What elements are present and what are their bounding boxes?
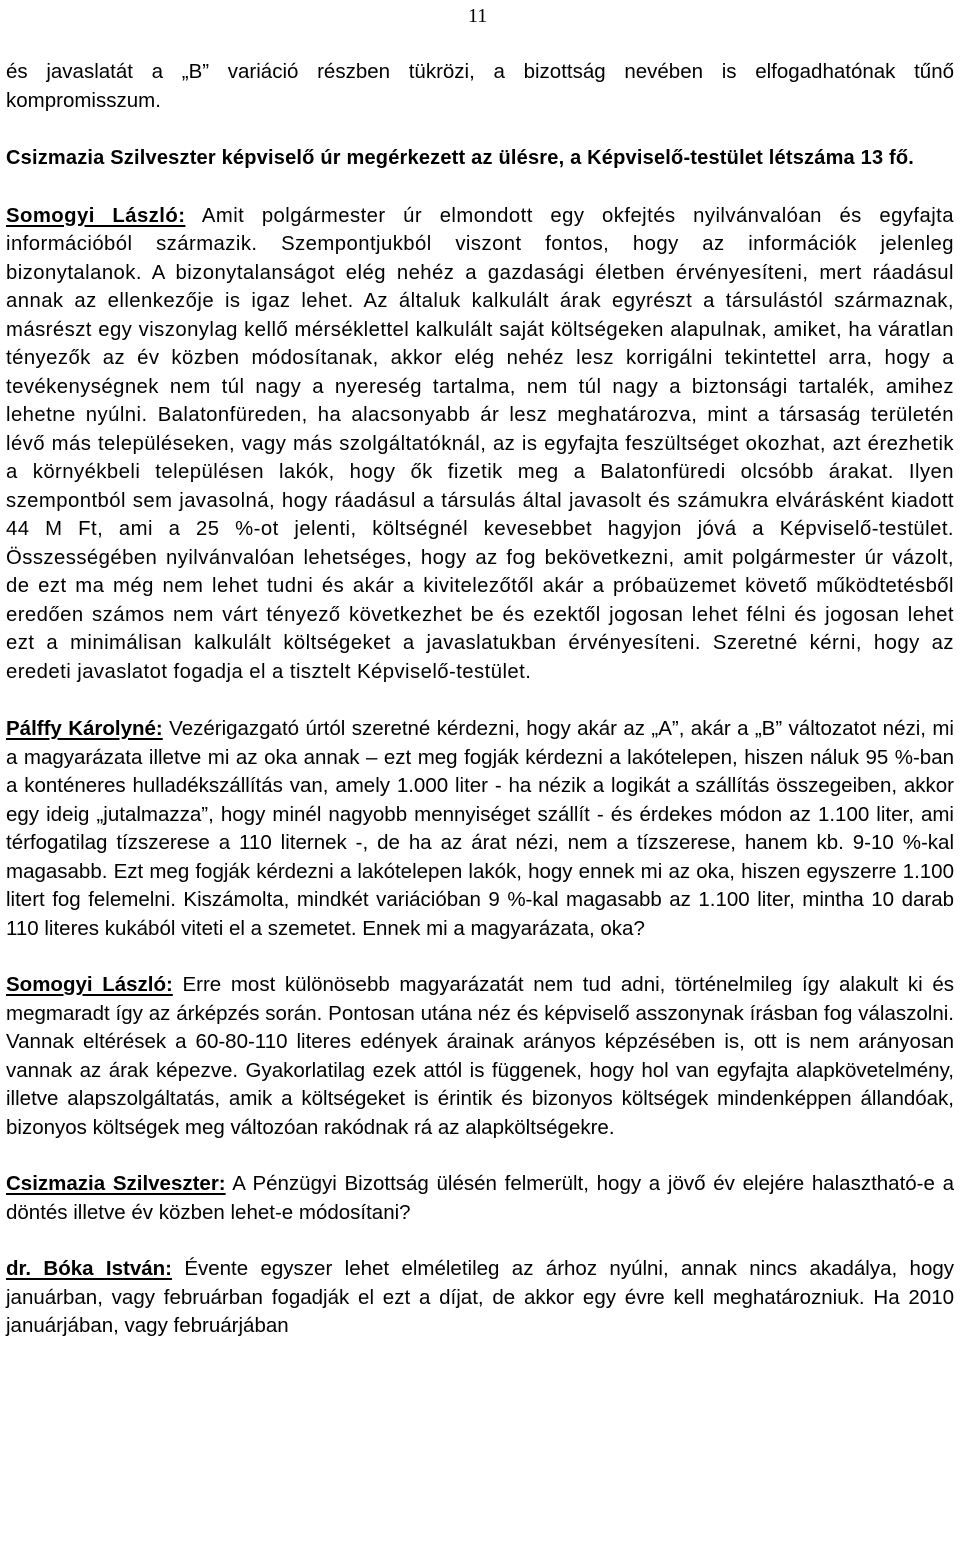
speaker-name: Somogyi László:	[6, 204, 186, 227]
paragraph-text: Erre most különösebb magyarázatát nem tud adni, történelmileg így alakult ki és megmaradt így az árképzés során. Pontosan utána néz és képviselő asszonynak írásban fog válaszolni. Vannak eltérések a 60-80-110 literes edények árainak arányos képzésében is, ott is nem arányosan vannak az árak képezve. Gyakorlatilag ezek attól is függenek, hogy hol van egyfajta alapkövetelmény, illetve alapszolgáltatás, amik a költségeket is érintik és bizonyos költségek mindenképpen állandóak, bizonyos költségek meg változóan rakódnak rá az alapköltségekre.	[6, 973, 954, 1139]
page-number: 11	[468, 5, 488, 27]
paragraph-boka	[6, 1255, 954, 1341]
document-body	[6, 58, 954, 1370]
speaker-name: Pálffy Károlyné:	[6, 717, 163, 740]
paragraph-csizmazia	[6, 1170, 954, 1227]
paragraph-somogyi-2	[6, 971, 954, 1142]
paragraph-text: Vezérigazgató úrtól szeretné kérdezni, hogy akár az „A”, akár a „B” változatot nézi, mi a magyarázata illetve mi az oka annak – ezt meg fogják kérdezni a lakótelepen, hiszen náluk 95 %-ban a konténeres hulladékszállítás van, amely 1.000 liter - ha nézik a logikát a szállítás összegeiben, akkor egy ideig „jutalmazza”, hogy minél nagyobb mennyiséget szállít - és érdekes módon az 1.100 liter, ami térfogatilag tízszerese a 110 liternek -, de ha az árat nézi, nem a tízszerese, hanem kb. 9-10 %-kal magasabb. Ezt meg fogják kérdezni a lakótelepen lakók, hogy ennek mi az oka, hiszen egyszerre 1.100 litert fog felemelni. Kiszámolta, mindkét variációban 9 %-kal magasabb az 1.100 liter, mintha 10 darab 110 literes kukából viteti el a szemetet. Ennek mi a magyarázata, oka?	[6, 717, 954, 940]
paragraph-somogyi-1	[6, 202, 954, 687]
paragraph-text: Évente egyszer lehet elméletileg az árhoz nyúlni, annak nincs akadálya, hogy januárban, vagy februárban fogadják el ezt a díjat, de akkor egy évre kell meghatározniuk. Ha 2010 januárjában, vagy februárjában	[6, 1257, 955, 1337]
paragraph-continuation	[6, 58, 954, 115]
paragraph-text: és javaslatát a „B” variáció részben tükrözi, a bizottság nevében is elfogadhatónak tűnő kompromisszum.	[6, 60, 954, 112]
paragraph-palffy	[6, 715, 954, 943]
speaker-name: Csizmazia Szilveszter:	[6, 1172, 226, 1195]
speaker-name: dr. Bóka István:	[6, 1257, 172, 1280]
speaker-name: Somogyi László:	[6, 973, 173, 996]
paragraph-announcement	[6, 144, 954, 173]
paragraph-text: Csizmazia Szilveszter képviselő úr megérkezett az ülésre, a Képviselő-testület létszáma 13 fő.	[6, 147, 915, 169]
paragraph-text: A Pénzügyi Bizottság ülésén felmerült, hogy a jövő év elejére halasztható-e a döntés illetve év közben lehet-e módosítani?	[6, 1172, 954, 1224]
paragraph-text: Amit polgármester úr elmondott egy okfejtés nyilvánvalóan és egyfajta információból származik. Szempontjukból viszont fontos, hogy az információk jelenleg bizonytalanok. A bizonytalanságot elég nehéz a gazdasági életben érvényesíteni, mert ráadásul annak az ellenkezője is igaz lehet. Az általuk kalkulált árak egyrészt a társulástól származnak, másrészt egy viszonylag kellő mérséklettel kalkulált saját költségeken alapulnak, amiket, ha váratlan tényezők az év közben módosítanak, akkor elég nehéz lesz korrigálni tekintettel arra, hogy a tevékenységnek nem túl nagy a nyereség tartalma, nem túl nagy a biztonsági tartalék, amihez lehetne nyúlni. Balatonfüreden, ha alacsonyabb ár lesz meghatározva, mint a társaság területén lévő más településeken, vagy más szolgáltatóknál, az is egyfajta feszültséget okozhat, azt érezhetik a környékbeli településen lakók, hogy ők fizetik meg a Balatonfüredi olcsóbb árakat. Ilyen szempontból sem javasolná, hogy ráadásul a társulás által javasolt és számukra elvárásként kiadott 44 M Ft, ami a 25 %-ot jelenti, költségnél kevesebbet hagyjon jóvá a Képviselő-testület. Összességében nyilvánvalóan lehetséges, hogy az fog bekövetkezni, amit polgármester úr vázolt, de ezt ma még nem lehet tudni és akár a kivitelezőtől akár a próbaüzemet követő működtetésből eredően számos nem várt tényező következhet be és ezektől jogosan lehet félni és jogosan lehet ezt a minimálisan kalkulált költségeket a javaslatukban érvényesíteni. Szeretné kérni, hogy az eredeti javaslatot fogadja el a tisztelt Képviselő-testület.	[6, 204, 954, 683]
